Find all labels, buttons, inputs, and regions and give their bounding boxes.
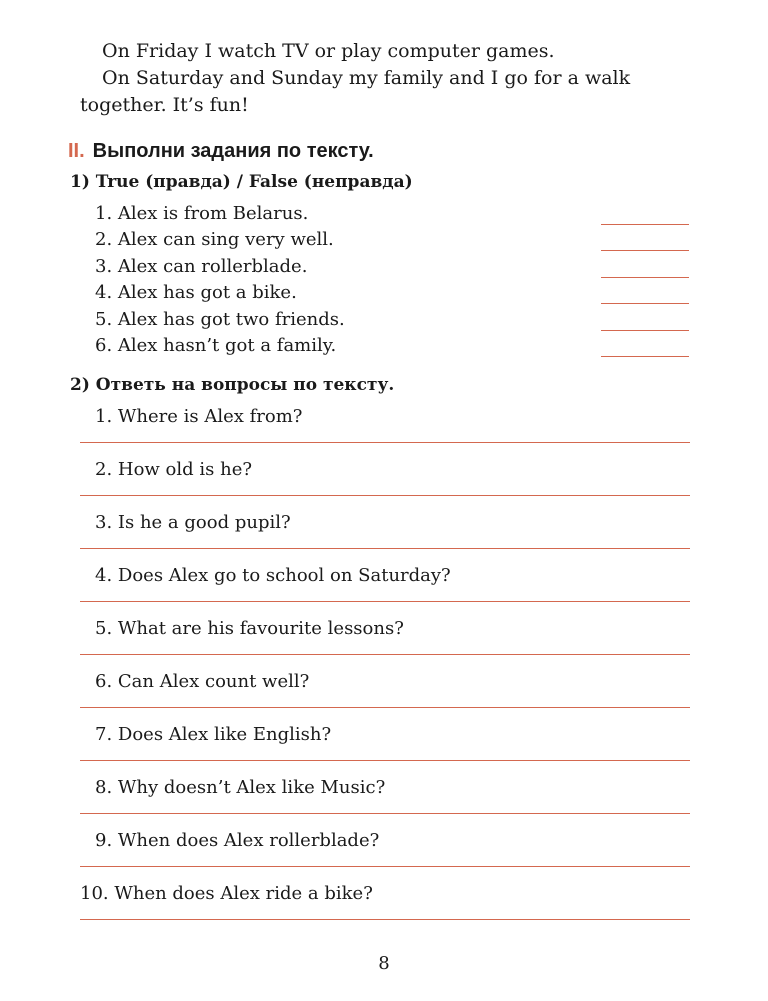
tf-item xyxy=(95,333,689,359)
intro-text xyxy=(80,38,700,119)
task1-heading: 1) True (правда) / False (неправда) xyxy=(70,172,413,192)
tf-item-text: 4. Alex has got a bike. xyxy=(95,282,297,303)
tf-answer-blank[interactable] xyxy=(601,303,689,304)
answer-line[interactable] xyxy=(80,654,690,655)
question-text: 8. Why doesn’t Alex like Music? xyxy=(95,777,386,798)
answer-line[interactable] xyxy=(80,495,690,496)
answer-line[interactable] xyxy=(80,919,690,920)
task2-heading: 2) Ответь на вопросы по тексту. xyxy=(70,375,395,395)
section-heading xyxy=(68,140,374,163)
question-text: 4. Does Alex go to school on Saturday? xyxy=(95,565,451,586)
tf-item xyxy=(95,254,689,280)
tf-item-text: 1. Alex is from Belarus. xyxy=(95,203,309,224)
tf-answer-blank[interactable] xyxy=(601,356,689,357)
tf-item xyxy=(95,307,689,333)
tf-item xyxy=(95,227,689,253)
answer-line[interactable] xyxy=(80,866,690,867)
tf-item-text: 5. Alex has got two friends. xyxy=(95,309,345,330)
question-text: 9. When does Alex rollerblade? xyxy=(95,830,380,851)
question-text: 1. Where is Alex from? xyxy=(95,406,303,427)
intro-line-1: On Friday I watch TV or play computer games. xyxy=(102,40,555,62)
question-text: 7. Does Alex like English? xyxy=(95,724,332,745)
question-text: 6. Can Alex count well? xyxy=(95,671,310,692)
tf-item-text: 2. Alex can sing very well. xyxy=(95,229,334,250)
question-text: 3. Is he a good pupil? xyxy=(95,512,291,533)
tf-item-text: 6. Alex hasn’t got a family. xyxy=(95,335,337,356)
answer-line[interactable] xyxy=(80,760,690,761)
answer-line[interactable] xyxy=(80,601,690,602)
answer-line[interactable] xyxy=(80,813,690,814)
answer-line[interactable] xyxy=(80,707,690,708)
tf-item xyxy=(95,201,689,227)
tf-answer-blank[interactable] xyxy=(601,224,689,225)
section-number: II. xyxy=(68,140,85,162)
tf-answer-blank[interactable] xyxy=(601,330,689,331)
intro-line-2: On Saturday and Sunday my family and I go for a walk together. It’s fun! xyxy=(80,67,631,116)
section-title: Выполни задания по тексту. xyxy=(92,140,374,162)
tf-item xyxy=(95,280,689,306)
page-number: 8 xyxy=(378,953,390,974)
answer-line[interactable] xyxy=(80,548,690,549)
tf-answer-blank[interactable] xyxy=(601,250,689,251)
question-text: 2. How old is he? xyxy=(95,459,253,480)
answer-line[interactable] xyxy=(80,442,690,443)
question-text: 5. What are his favourite lessons? xyxy=(95,618,404,639)
question-text: 10. When does Alex ride a bike? xyxy=(80,883,373,904)
tf-item-text: 3. Alex can rollerblade. xyxy=(95,256,308,277)
tf-answer-blank[interactable] xyxy=(601,277,689,278)
